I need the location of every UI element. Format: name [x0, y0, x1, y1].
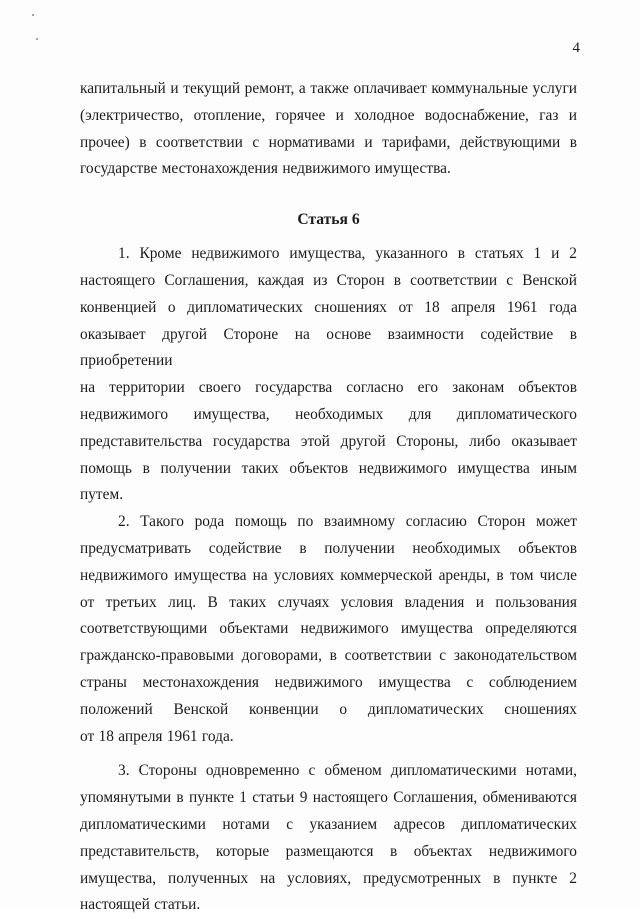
intro-paragraph: [80, 76, 577, 183]
paragraph-gap: [80, 750, 577, 758]
text-line: страны местонахождения недвижимого имущества с соблюдением: [80, 673, 577, 691]
text-line: положений Венской конвенции о дипломатических сношениях: [80, 700, 577, 718]
text-line: на территории своего государства согласно его законам объектов: [80, 379, 577, 397]
text-line: настоящего Соглашения, каждая из Сторон в соответствии с Венской: [80, 271, 577, 289]
text-line: дипломатическими нотами с указанием адресов дипломатических: [80, 815, 577, 833]
article-paragraph-2: [80, 509, 577, 750]
text-line: 3. Стороны одновременно с обменом дипломатическими нотами,: [118, 762, 577, 780]
text-line: от 18 апреля 1961 года.: [80, 727, 234, 745]
article-title: Статья 6: [297, 211, 360, 229]
text-line: (электричество, отопление, горячее и холодное водоснабжение, газ и: [80, 106, 577, 124]
document-body: [80, 76, 577, 919]
text-line: представительства государства этой другой Стороны, либо оказывает: [80, 432, 577, 450]
text-line: помощь в получении таких объектов недвижимого имущества иным путем.: [80, 459, 577, 504]
speck: [32, 14, 34, 16]
text-line: настоящей статьи.: [80, 896, 201, 914]
scan-specks: [30, 8, 50, 48]
text-line: 1. Кроме недвижимого имущества, указанного в статьях 1 и 2: [118, 245, 577, 263]
text-line: предусматривать содействие в получении необходимых объектов: [80, 539, 577, 557]
text-line: недвижимого имущества на условиях коммерческой аренды, в том числе: [80, 566, 577, 584]
page-number: 4: [572, 40, 580, 56]
text-line: капитальный и текущий ремонт, а также оплачивает коммунальные услуги: [80, 80, 577, 97]
speck: [36, 38, 38, 40]
text-line: представительств, которые размещаются в объектах недвижимого: [80, 842, 577, 860]
article-paragraph-3: [80, 758, 577, 919]
text-line: имущества, полученных на условиях, предусмотренных в пункте 2: [80, 869, 577, 887]
text-line: недвижимого имущества, необходимых для дипломатического: [80, 405, 577, 423]
article-paragraph-1: [80, 241, 577, 509]
text-line: соответствующими объектами недвижимого имущества определяются: [80, 620, 577, 638]
text-line: прочее) в соответствии с нормативами и тарифами, действующими в: [80, 133, 577, 151]
text-line: 2. Такого рода помощь по взаимному согласию Сторон может: [118, 513, 577, 531]
text-line: от третьих лиц. В таких случаях условия владения и пользования: [80, 593, 577, 611]
text-line: гражданско-правовыми договорами, в соответствии с законодательством: [80, 647, 577, 665]
text-line: государстве местонахождения недвижимого имущества.: [80, 160, 451, 178]
text-line: оказывает другой Стороне на основе взаимности содействие в приобретении: [80, 325, 577, 370]
text-line: упомянутыми в пункте 1 статьи 9 настоящего Соглашения, обмениваются: [80, 789, 577, 807]
text-line: конвенцией о дипломатических сношениях от 18 апреля 1961 года: [80, 298, 577, 316]
